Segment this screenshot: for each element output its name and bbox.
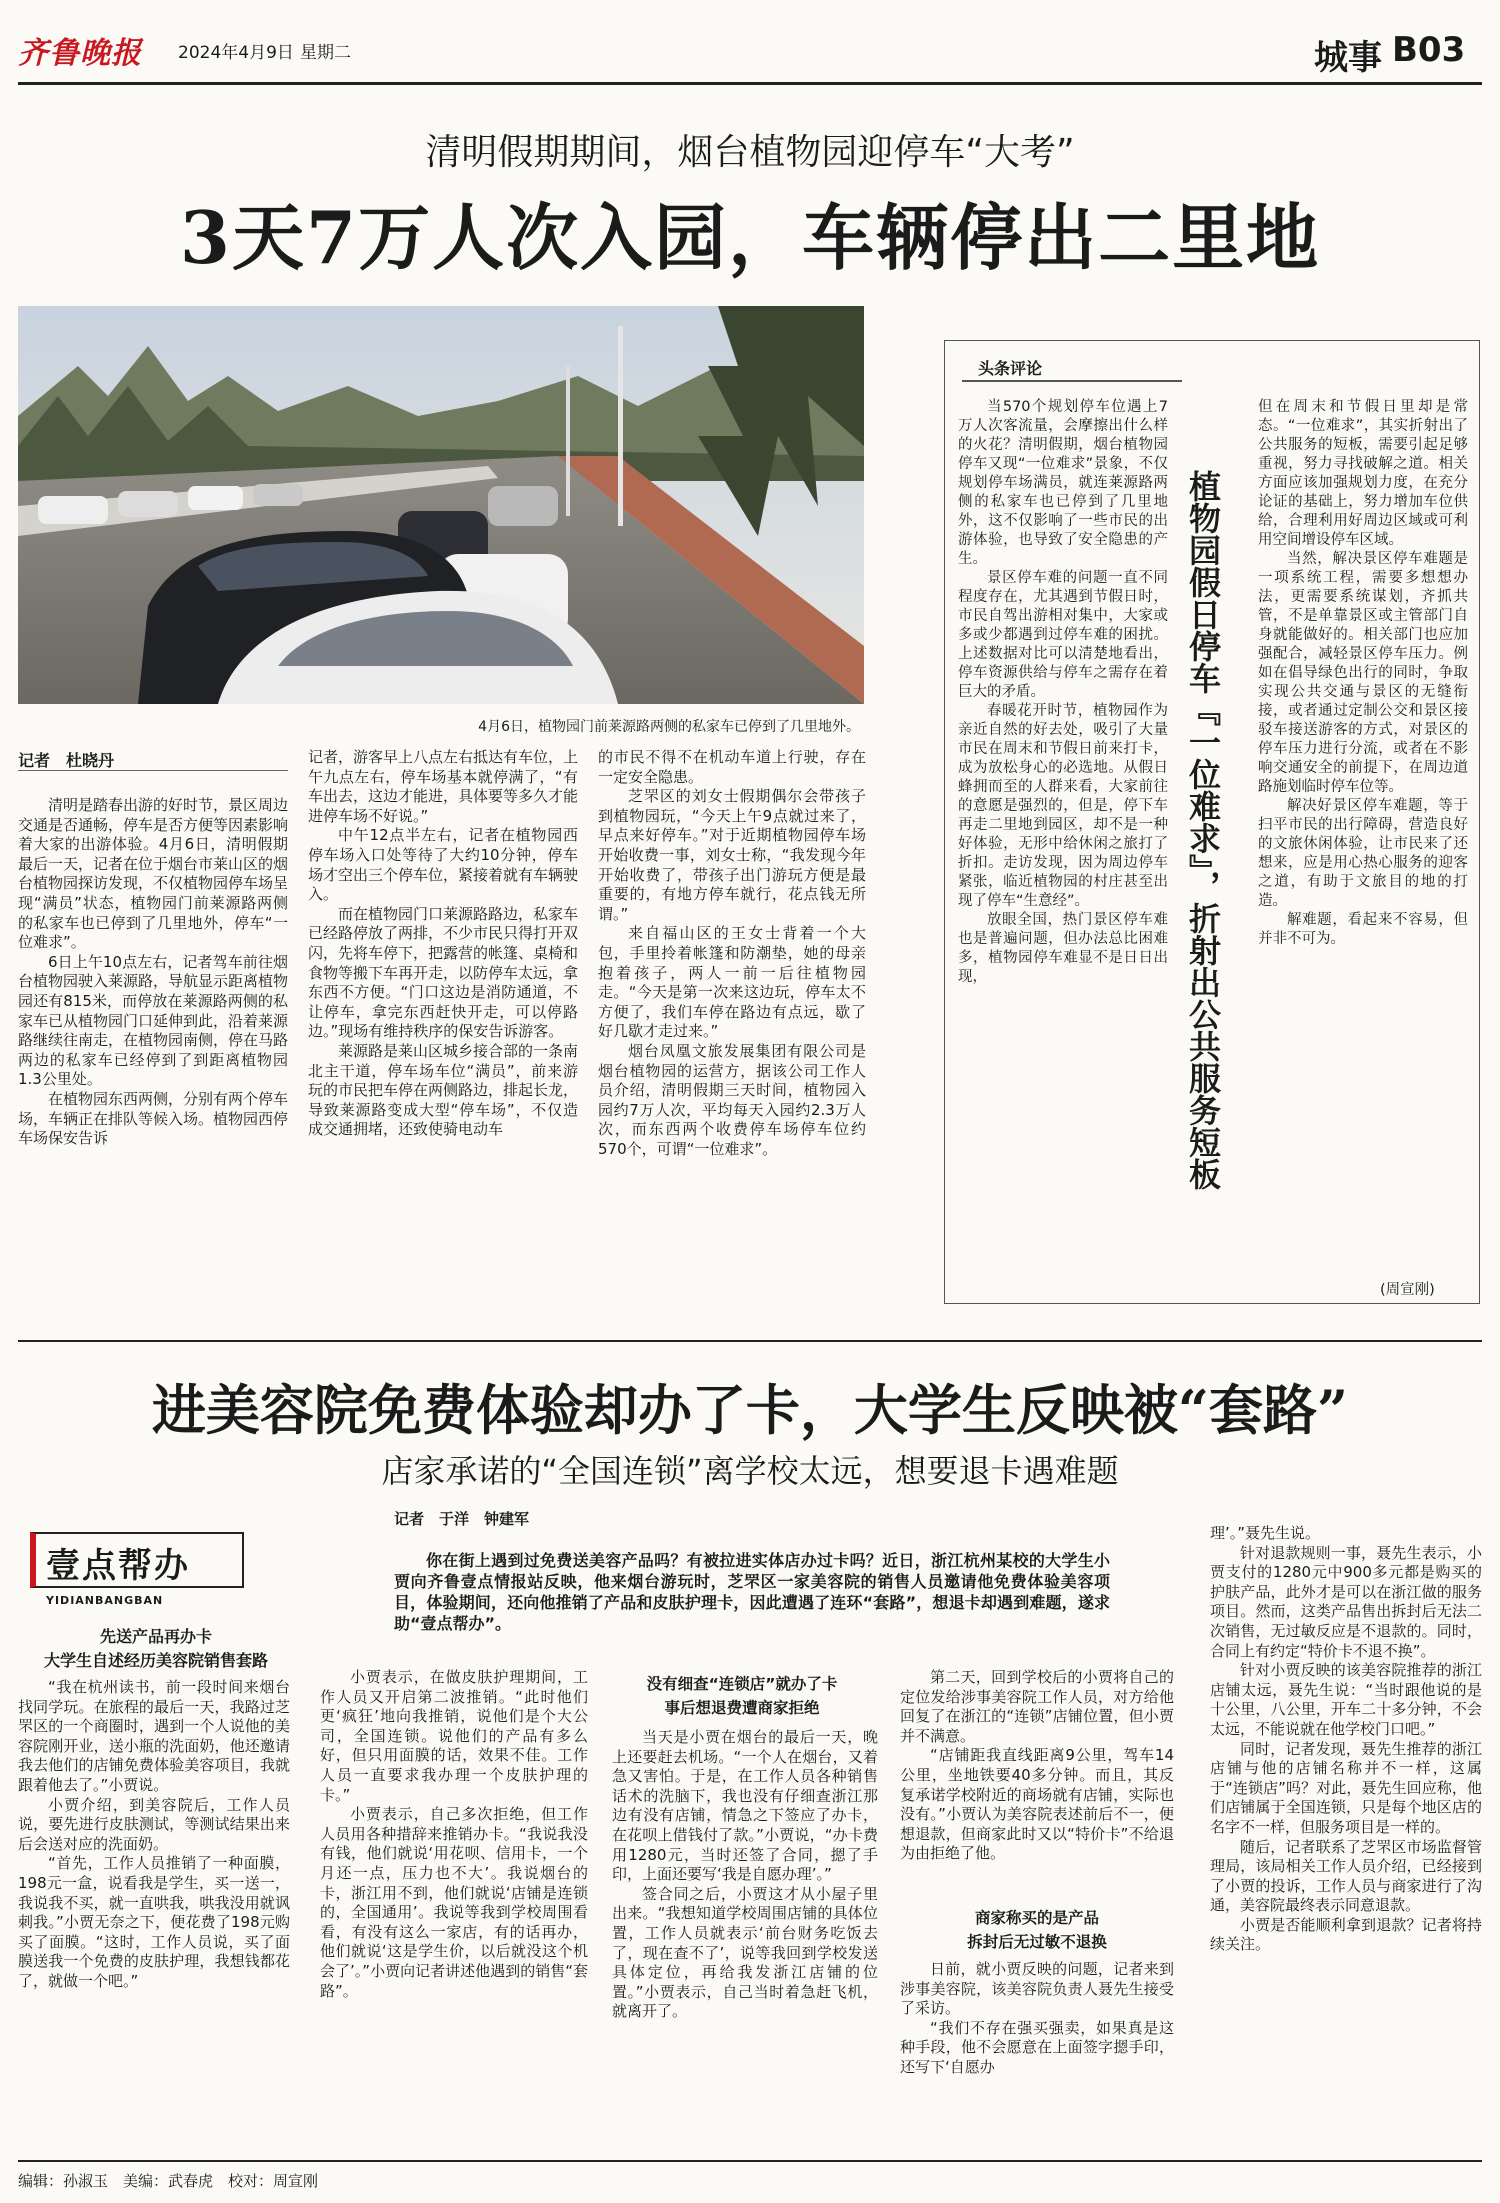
story2-col2 (320, 1668, 588, 2148)
footer-credits: 编辑：孙淑玉 美编：武春虎 校对：周宣刚 (18, 2172, 319, 2190)
col4-head2: 拆封后无过敏不退换 (967, 1933, 1107, 1951)
story1-byline: 记者 杜晓丹 (18, 751, 115, 770)
story2-lead (394, 1550, 1110, 1660)
commentary-col1-p3: 春暖花开时节，植物园作为亲近自然的好去处，吸引了大量市民在周末和节假日前来打卡，成为放松身心的必选地。从假日蜂拥而至的人群来看，大家前往的意愿是强烈的，但是，停下车再走二里地到园区，却不是一种好体验，无形中给休闲之旅打了折扣。走访发现，因为周边停车紧张，临近植物园的村庄甚至出现了停车“生意经”。 (958, 703, 1168, 909)
story2-col5-p2: 针对退款规则一事，聂先生表示，小贾支付的1280元中900多元都是购买的护肤产品，此外才是可以在浙江做的服务项目。然而，这类产品售出拆封后无法二次销售，无过敏反应是不退款的。同时，合同上有约定“特价卡不退不换”。 (1210, 1543, 1482, 1660)
story1-col2-p2: 中午12点半左右，记者在植物园西停车场入口处等待了大约10分钟，停车场才空出三个停车位，紧接着就有车辆驶入。 (308, 826, 578, 904)
story1-col2 (308, 748, 578, 1306)
footer-rule (18, 2160, 1482, 2162)
story2-col5-p4: 同时，记者发现，聂先生推荐的浙江店铺与他的店铺名称并不一样，这属于“连锁店”吗？对此，聂先生回应称，他们店铺属于全国连锁，只是每个地区店的名字不一样，但服务项目是一样的。 (1210, 1739, 1482, 1836)
story1-col1-p2: 6日上午10点左右，记者驾车前往烟台植物园驶入莱源路，导航显示距离植物园还有815米，而停放在莱源路两侧的私家车已从植物园门口延伸到此，沿着莱源路继续往南走，在植物园南侧，停在马路两边的私家车已经停到了到距离植物园1.3公里处。 (18, 952, 288, 1089)
header-rule (18, 82, 1482, 85)
story2-col5-p3: 针对小贾反映的该美容院推荐的浙江店铺太远，聂先生说：“当时跟他说的是十公里，八公里，开车二十多分钟，不会太远，不能说就在他学校门口吧。” (1210, 1661, 1482, 1738)
story2-col2-p1: 小贾表示，在做皮肤护理期间，工作人员又开启第二波推销。“此时他们更‘疯狂’地向我推销，说他们是个大公司，全国连锁。说他们的产品有多么好，但只用面膜的话，效果不佳。工作人员一直要求我办理一个皮肤护理的卡。” (320, 1668, 588, 1804)
story2-col5-p6: 小贾是否能顺利拿到退款？记者将持续关注。 (1210, 1915, 1482, 1954)
story2-subhead: 店家承诺的“全国连锁”离学校太远，想要退卡遇难题 (381, 1452, 1119, 1490)
story1-col3-p4: 烟台凤凰文旅发展集团有限公司是烟台植物园的运营方，据该公司工作人员介绍，清明假期三天时间，植物园入园约7万人次，平均每天入园约2.3万人次，而东西两个收费停车场停车位约570个，可谓“一位难求”。 (598, 1041, 866, 1158)
story2-col2-p2: 小贾表示，自己多次拒绝，但工作人员用各种措辞来推销办卡。“我说我没有钱，他们就说‘用花呗、信用卡，一个月还一点，压力也不大’。我说烟台的卡，浙江用不到，他们就说‘店铺是连锁的，全国通用’。我说等我到学校周围看看，有没有这么一家店，有的话再办，他们就说‘这是学生价，以后就没这个机会了’。”小贾向记者讲述他遇到的销售“套路”。 (320, 1805, 588, 2000)
story2-col5-p5: 随后，记者联系了芝罘区市场监督管理局，该局相关工作人员介绍，已经接到了小贾的投诉，工作人员与商家进行了沟通，美容院最终表示同意退款。 (1210, 1837, 1482, 1915)
issue-date: 2024年4月9日 (178, 43, 294, 63)
story2-col4b-p2: “我们不存在强买强卖，如果真是这种手段，他不会愿意在上面签字摁手印，还写下‘自愿办 (900, 2018, 1174, 2076)
story1-col3-p3: 来自福山区的王女士背着一个大包，手里拎着帐篷和防潮垫，她的母亲抱着孩子，两人一前一后往植物园走。“今天是第一次来这边玩，停车太不方便了，我们车停在路边有点远，歇了好几歇才走过来。” (598, 924, 866, 1041)
photo-caption: 4月6日，植物园门前莱源路两侧的私家车已停到了几里地外。 (478, 719, 860, 735)
story1-photo (18, 306, 864, 704)
story2-col4-p2: “店铺距我直线距离9公里，驾车14公里，坐地铁要40多分钟。而且，其反复承诺学校附近的商场就有店铺，实际也没有。”小贾认为美容院表述前后不一，便想退款，但商家此时又以“特价卡”不给退为由拒绝了他。 (900, 1746, 1174, 1863)
commentary-col2-p2: 当然，解决景区停车难题是一项系统工程，需要多想想办法，更需要系统谋划，齐抓共管，不是单靠景区或主管部门自身就能做好的。相关部门也应加强配合，减轻景区停车压力。例如在倡导绿色出行的同时，争取实现公共交通与景区的无缝衔接，或者通过定制公交和景区接驳车接送游客的方式，对景区的停车压力进行分流，或者在不影响交通安全的前提下，在周边道路施划临时停车位等。 (1258, 551, 1468, 795)
commentary-label-rule (962, 380, 1182, 382)
col4-head1: 商家称买的是产品 (974, 1909, 1099, 1927)
story2-col4b (900, 1960, 1174, 2148)
commentary-col1-p4: 放眼全国，热门景区停车难也是普遍问题，但办法总比困难多，植物园停车难显不是日日出现， (958, 912, 1168, 985)
section-name: 城事 (1314, 38, 1382, 78)
commentary-author: (周宣刚) (1380, 1282, 1435, 1298)
story2-col4-p1: 第二天，回到学校后的小贾将自己的定位发给涉事美容院工作人员，对方给他回复了在浙江的“连锁”店铺位置，但小贾并不满意。 (900, 1668, 1174, 1745)
story1-headline: 3天7万人次入园，车辆停出二里地 (179, 195, 1321, 280)
col3-head2: 事后想退费遭商家拒绝 (664, 1699, 820, 1717)
story-divider (18, 1340, 1482, 1342)
story1-col2-p1: 记者，游客早上八点左右抵达有车位，上午九点左右，停车场基本就停满了，“有车出去，这边才能进，具体要等多久才能进停车场不好说。” (308, 748, 578, 825)
story2-col3 (612, 1728, 878, 2148)
story2-col1 (18, 1678, 290, 2148)
byline-rule (18, 770, 288, 771)
commentary-title: 植物园假日停车『一位难求』，折射出公共服务短板 (1184, 470, 1222, 1190)
story1-col3-p2: 芝罘区的刘女士假期偶尔会带孩子到植物园玩，“今天上午9点就过来了，早点来好停车。”对于近期植物园停车场开始收费一事，刘女士称，“我发现今年开始收费了，带孩子出门游玩方便是最重要的，有地方停车就行，花点钱无所谓。” (598, 787, 866, 923)
commentary-col2-p3: 解决好景区停车难题，等于扫平市民的出行障碍，营造良好的文旅休闲体验，让市民来了还想来，应是用心热心服务的迎客之道，有助于文旅目的地的打造。 (1258, 798, 1468, 909)
commentary-col2-p4: 解难题，看起来不容易，但并非不可为。 (1258, 912, 1468, 947)
story2-col4b-p1: 日前，就小贾反映的问题，记者来到涉事美容院，该美容院负责人聂先生接受了采访。 (900, 1960, 1174, 2018)
story2-col1-p1: “我在杭州读书，前一段时间来烟台找同学玩。在旅程的最后一天，我路过芝罘区的一个商圈时，遇到一个人说他的美容院刚开业，送小瓶的洗面奶，他还邀请我去他们的店铺免费体验美容项目，我就跟着他去了。”小贾说。 (18, 1678, 290, 1794)
story2-col5-p1: 理’。”聂先生说。 (1210, 1524, 1321, 1542)
story1-col1 (18, 796, 288, 1306)
col3-head1: 没有细查“连锁店”就办了卡 (646, 1675, 838, 1693)
story2-lead-p: 你在街上遇到过免费送美容产品吗？有被拉进实体店办过卡吗？近日，浙江杭州某校的大学生小贾向齐鲁壹点情报站反映，他来烟台游玩时，芝罘区一家美容院的销售人员邀请他免费体验美容项目，体验期间，还向他推销了产品和皮肤护理卡，因此遭遇了连环“套路”，想退卡却遇到难题，遂求助“壹点帮办”。 (394, 1551, 1110, 1633)
page-number: B03 (1392, 30, 1466, 70)
bangban-logo-sub: YIDIANBANGBAN (46, 1594, 164, 1607)
commentary-col1 (958, 398, 1168, 1298)
story2-col5 (1210, 1524, 1482, 2150)
bangban-logo-text: 壹点帮办 (46, 1546, 190, 1586)
story1-col3-p1: 的市民不得不在机动车道上行驶，存在一定安全隐患。 (598, 748, 866, 786)
issue-weekday: 星期二 (300, 43, 351, 63)
sidebar-head2: 大学生自述经历美容院销售套路 (43, 1651, 268, 1670)
story1-col2-p3: 而在植物园门口莱源路路边，私家车已经路停放了两排，不少市民只得打开双闪，先将车停下，把露营的帐篷、桌椅和食物等搬下车再开走，以防停车太远，拿东西不方便。“门口这边是消防通道，不让停车，拿完东西赶快开走，可以停路边。”现场有维持秩序的保安告诉游客。 (308, 904, 578, 1041)
story1-col1-p1: 清明是踏春出游的好时节，景区周边交通是否通畅，停车是否方便等因素影响着大家的出游体验。4月6日，清明假期最后一天，记者在位于烟台市莱山区的烟台植物园探访发现，不仅植物园停车场呈现“满员”状态，植物园门前莱源路两侧的私家车也已停到了几里地外，停车“一位难求”。 (18, 796, 288, 952)
story2-byline: 记者 于洋 钟建军 (394, 1510, 530, 1528)
story2-col3-p1: 当天是小贾在烟台的最后一天，晚上还要赶去机场。“一个人在烟台，又着急又害怕。于是，在工作人员各种销售话术的洗脑下，我也没有仔细查浙江那边有没有店铺，情急之下签应了办卡，在花呗上借钱付了款。”小贾说，“办卡费用1280元，当时还签了合同，摁了手印，上面还要写‘我是自愿办理’。” (612, 1728, 878, 1884)
story1-col3 (598, 748, 866, 1306)
commentary-col1-p1: 当570个规划停车位遇上7万人次客流量，会摩擦出什么样的火花？清明假期，烟台植物园停车又现“一位难求”景象，不仅规划停车场满员，就连莱源路两侧的私家车也已停到了几里地外，这不仅影响了一些市民的出游体验，也导致了安全隐患的产生。 (958, 399, 1168, 567)
story1-col1-p3: 在植物园东西两侧，分别有两个停车场，车辆正在排队等候入场。植物园西停车场保安告诉 (18, 1089, 288, 1148)
story1-col2-p4: 莱源路是莱山区城乡接合部的一条南北主干道，停车场车位“满员”，前来游玩的市民把车停在两侧路边，排起长龙，导致莱源路变成大型“停车场”，不仅造成交通拥堵，还致使骑电动车 (308, 1041, 578, 1139)
story2-col1-p3: “首先，工作人员推销了一种面膜，198元一盒，说看我是学生，买一送一，我说我不买，就一直哄我，哄我没用就讽刺我。”小贾无奈之下，便花费了198元购买了面膜。“这时，工作人员说，买了面膜送我一个免费的皮肤护理，我想钱都花了，就做一个吧。” (18, 1854, 290, 1990)
sidebar-head1: 先送产品再办卡 (99, 1627, 212, 1646)
commentary-label: 头条评论 (978, 359, 1043, 378)
story2-headline: 进美容院免费体验却办了卡，大学生反映被“套路” (151, 1378, 1349, 1442)
story2-col1-p2: 小贾介绍，到美容院后，工作人员说，要先进行皮肤测试，等测试结果出来后会送对应的洗面奶。 (18, 1795, 290, 1853)
story2-col4 (900, 1668, 1174, 1906)
masthead: 齐鲁晚报 (18, 36, 142, 71)
story2-col3-p2: 签合同之后，小贾这才从小屋子里出来。“我想知道学校周围店铺的具体位置，工作人员就表示‘前台财务吃饭去了，现在查不了’，说等我回到学校发送具体定位，再给我发浙江店铺的位置。”小贾表示，自己当时着急赶飞机，就离开了。 (612, 1884, 878, 2021)
commentary-col1-p2: 景区停车难的问题一直不同程度存在，尤其遇到节假日时，市民自驾出游相对集中，大家或多或少都遇到过停车难的困扰。上述数据对比可以清楚地看出，停车资源供给与停车之需存在着巨大的矛盾。 (958, 570, 1168, 700)
commentary-col2-p1: 但在周末和节假日里却是常态。“一位难求”，其实折射出了公共服务的短板，需要引起足够重视，努力寻找破解之道。相关方面应该加强规划力度，在充分论证的基础上，努力增加车位供给，合理利用好周边区域或可利用空间增设停车区域。 (1258, 399, 1468, 548)
story1-kicker: 清明假期期间，烟台植物园迎停车“大考” (425, 132, 1075, 173)
commentary-col2 (1258, 398, 1468, 1278)
